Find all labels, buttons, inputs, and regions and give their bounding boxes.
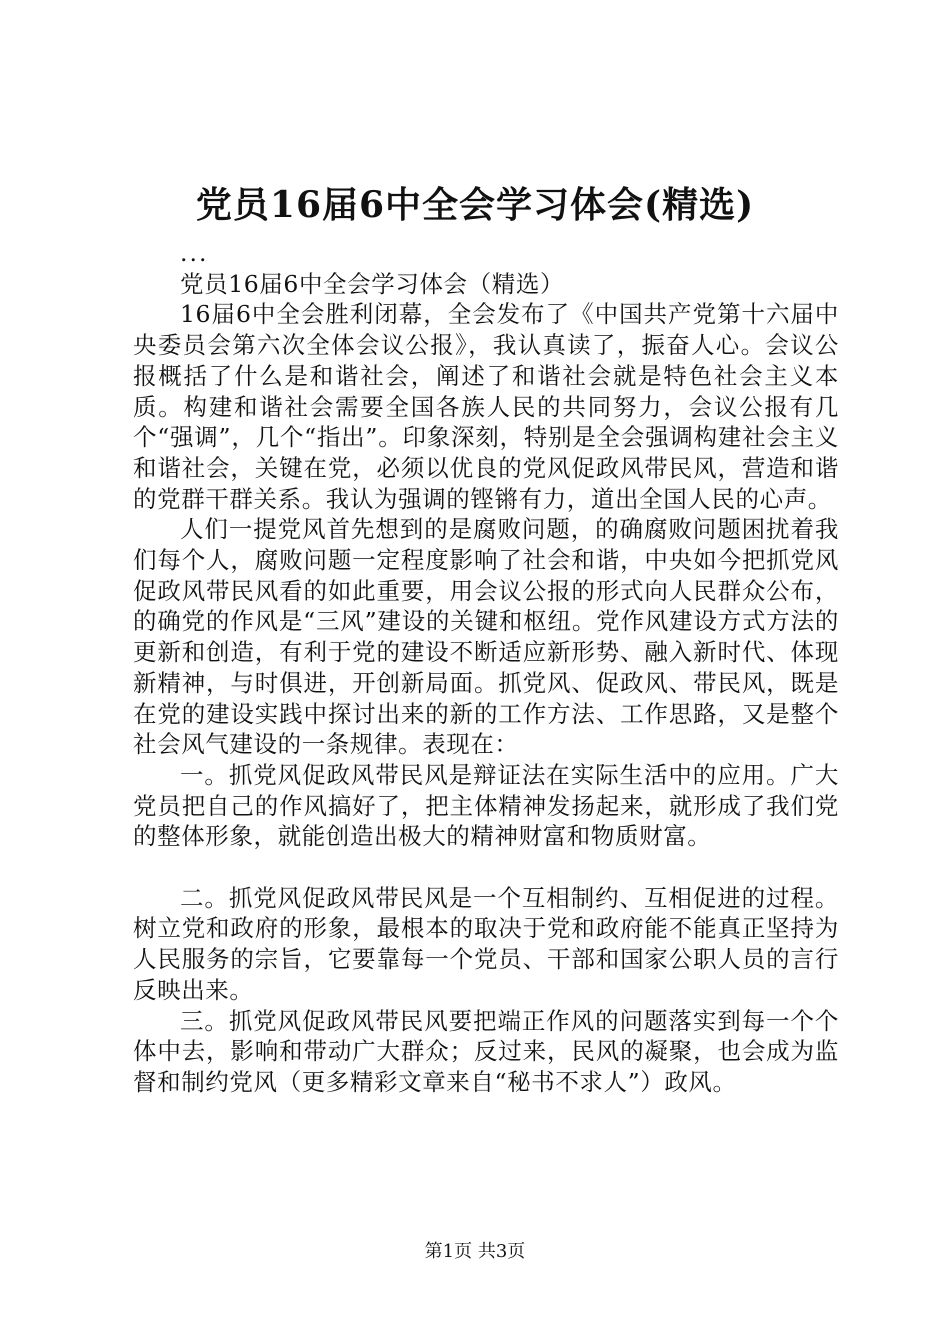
paragraph-point-one: 一。抓党风促政风带民风是辩证法在实际生活中的应用。广大党员把自己的作风搞好了，把主体精神发扬起来，就形成了我们党的整体形象，就能创造出极大的精神财富和物质财富。: [133, 760, 839, 851]
paragraph-point-three: 三。抓党风促政风带民风要把端正作风的问题落实到每一个个体中去，影响和带动广大群众；反过来，民风的凝聚，也会成为监督和制约党风（更多精彩文章来自“秘书不求人”）政风。: [133, 1006, 839, 1096]
paragraph-corruption: 人们一提党风首先想到的是腐败问题，的确腐败问题困扰着我们每个人，腐败问题一定程度影响了社会和谐，中央如今把抓党风促政风带民风看的如此重要，用会议公报的形式向人民群众公布，的确党的作风是“三风”建设的关键和枢纽。党作风建设方式方法的更新和创造，有利于党的建设不断适应新形势、融入新时代、体现新精神，与时俱进，开创新局面。抓党风、促政风、带民风，既是在党的建设实践中探讨出来的新的工作方法、工作思路，又是整个社会风气建设的一条规律。表现在：: [133, 515, 839, 759]
page-title: 党员16届6中全会学习体会(精选): [195, 184, 755, 226]
page-number-footer: 第1页 共3页: [424, 1241, 526, 1262]
paragraph-spacer: [133, 852, 839, 883]
ellipsis-line: ...: [180, 239, 209, 267]
document-body: [133, 238, 839, 1098]
subtitle-line: 党员16届6中全会学习体会（精选）: [180, 269, 565, 298]
paragraph-point-two: 二。抓党风促政风带民风是一个互相制约、互相促进的过程。树立党和政府的形象，最根本的取决于党和政府能不能真正坚持为人民服务的宗旨，它要靠每一个党员、干部和国家公职人员的言行反映出来。: [133, 883, 839, 1004]
paragraph-intro: 16届6中全会胜利闭幕，全会发布了《中国共产党第十六届中央委员会第六次全体会议公报》，我认真读了，振奋人心。会议公报概括了什么是和谐社会，阐述了和谐社会就是特色社会主义本质。构建和谐社会需要全国各族人民的共同努力，会议公报有几个“强调”，几个“指出”。印象深刻，特别是全会强调构建社会主义和谐社会，关键在党，必须以优良的党风促政风带民风，营造和谐的党群干群关系。我认为强调的铿锵有力，道出全国人民的心声。: [133, 300, 839, 513]
